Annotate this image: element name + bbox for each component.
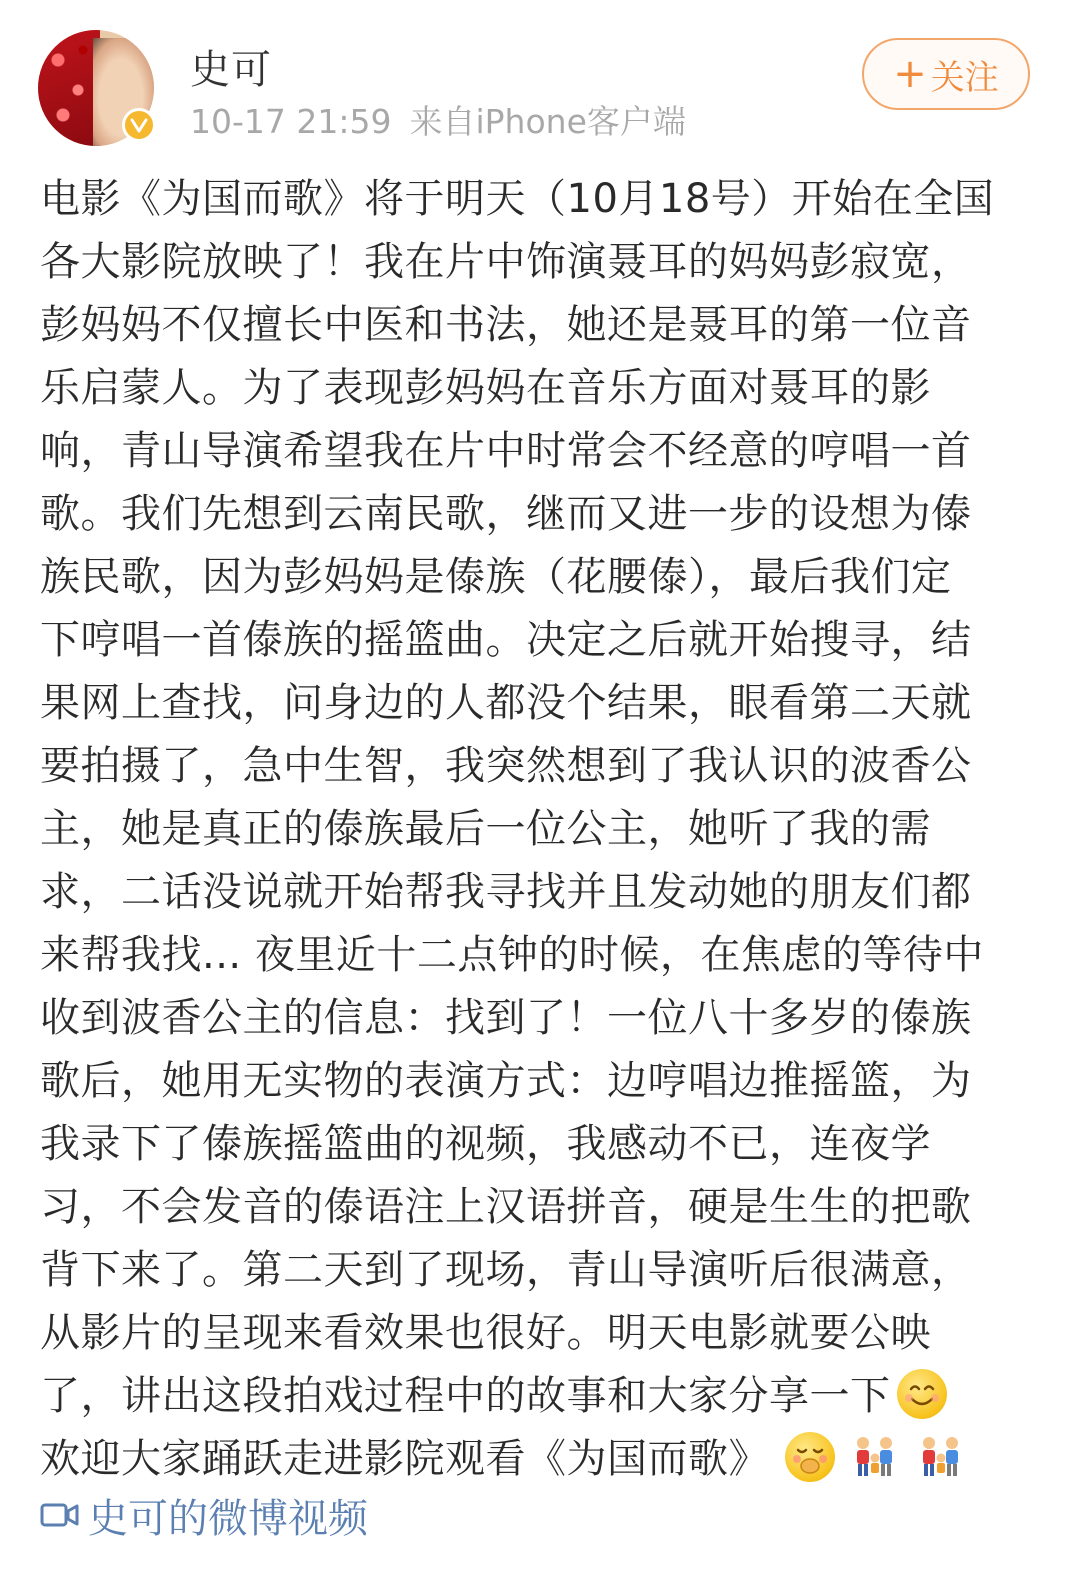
post-line: 各大影院放映了！我在片中饰演聂耳的妈妈彭寂宽， (40, 239, 972, 285)
shy-emoji-icon (785, 1432, 835, 1482)
post-line: 电影《为国而歌》将于明天（10月18号）开始在全国 (40, 176, 995, 222)
verified-v-icon (122, 108, 156, 142)
family-emoji-icon (915, 1434, 967, 1480)
post-meta (190, 96, 686, 143)
plus-icon: + (893, 51, 927, 97)
follow-label: 关注 (930, 57, 999, 98)
post-line: 要拍摄了，急中生智，我突然想到了我认识的波香公 (40, 743, 972, 789)
post-line: 来帮我找... 夜里近十二点钟的时候，在焦虑的等待中 (40, 932, 984, 978)
video-link-label: 史可的微博视频 (88, 1495, 368, 1542)
post-line: 彭妈妈不仅擅长中医和书法，她还是聂耳的第一位音 (40, 302, 972, 348)
user-name[interactable]: 史可 (190, 47, 272, 93)
post-line: 歌。我们先想到云南民歌，继而又进一步的设想为傣 (40, 491, 972, 537)
post-line: 歌后，她用无实物的表演方式：边哼唱边推摇篮，为 (40, 1058, 972, 1104)
post-body (40, 168, 1050, 1491)
verified-check-glyph (130, 117, 148, 133)
video-camera-icon (40, 1497, 82, 1533)
post-line: 族民歌，因为彭妈妈是傣族（花腰傣），最后我们定 (40, 554, 952, 600)
post-line-text: 了，讲出这段拍戏过程中的故事和大家分享一下 (40, 1373, 891, 1419)
avatar[interactable] (38, 30, 154, 146)
post-source: 来自iPhone客户端 (409, 102, 686, 141)
video-link[interactable] (40, 1490, 368, 1540)
post-line-with-emoji (40, 1365, 1050, 1428)
post-line: 果网上查找，问身边的人都没个结果，眼看第二天就 (40, 680, 972, 726)
post-line: 响，青山导演希望我在片中时常会不经意的哼唱一首 (40, 428, 972, 474)
post-timestamp: 10-17 21:59 (190, 102, 392, 141)
post-line: 下哼唱一首傣族的摇篮曲。决定之后就开始搜寻，结 (40, 617, 972, 663)
post-line: 求，二话没说就开始帮我寻找并且发动她的朋友们都 (40, 869, 972, 915)
post-line: 主，她是真正的傣族最后一位公主，她听了我的需 (40, 806, 931, 852)
follow-button[interactable] (862, 38, 1030, 110)
post-line: 背下来了。第二天到了现场，青山导演听后很满意， (40, 1247, 972, 1293)
post-line: 我录下了傣族摇篮曲的视频，我感动不已，连夜学 (40, 1121, 931, 1167)
post-line: 乐启蒙人。为了表现彭妈妈在音乐方面对聂耳的影 (40, 365, 931, 411)
smile-emoji-icon (897, 1369, 947, 1419)
post-line: 从影片的呈现来看效果也很好。明天电影就要公映 (40, 1310, 931, 1356)
post-line: 习，不会发音的傣语注上汉语拼音，硬是生生的把歌 (40, 1184, 972, 1230)
family-emoji-icon (849, 1434, 901, 1480)
post-line-with-emoji (40, 1428, 1050, 1491)
post-line-text: 欢迎大家踊跃走进影院观看《为国而歌》 (40, 1436, 769, 1482)
post-line: 收到波香公主的信息：找到了！一位八十多岁的傣族 (40, 995, 972, 1041)
